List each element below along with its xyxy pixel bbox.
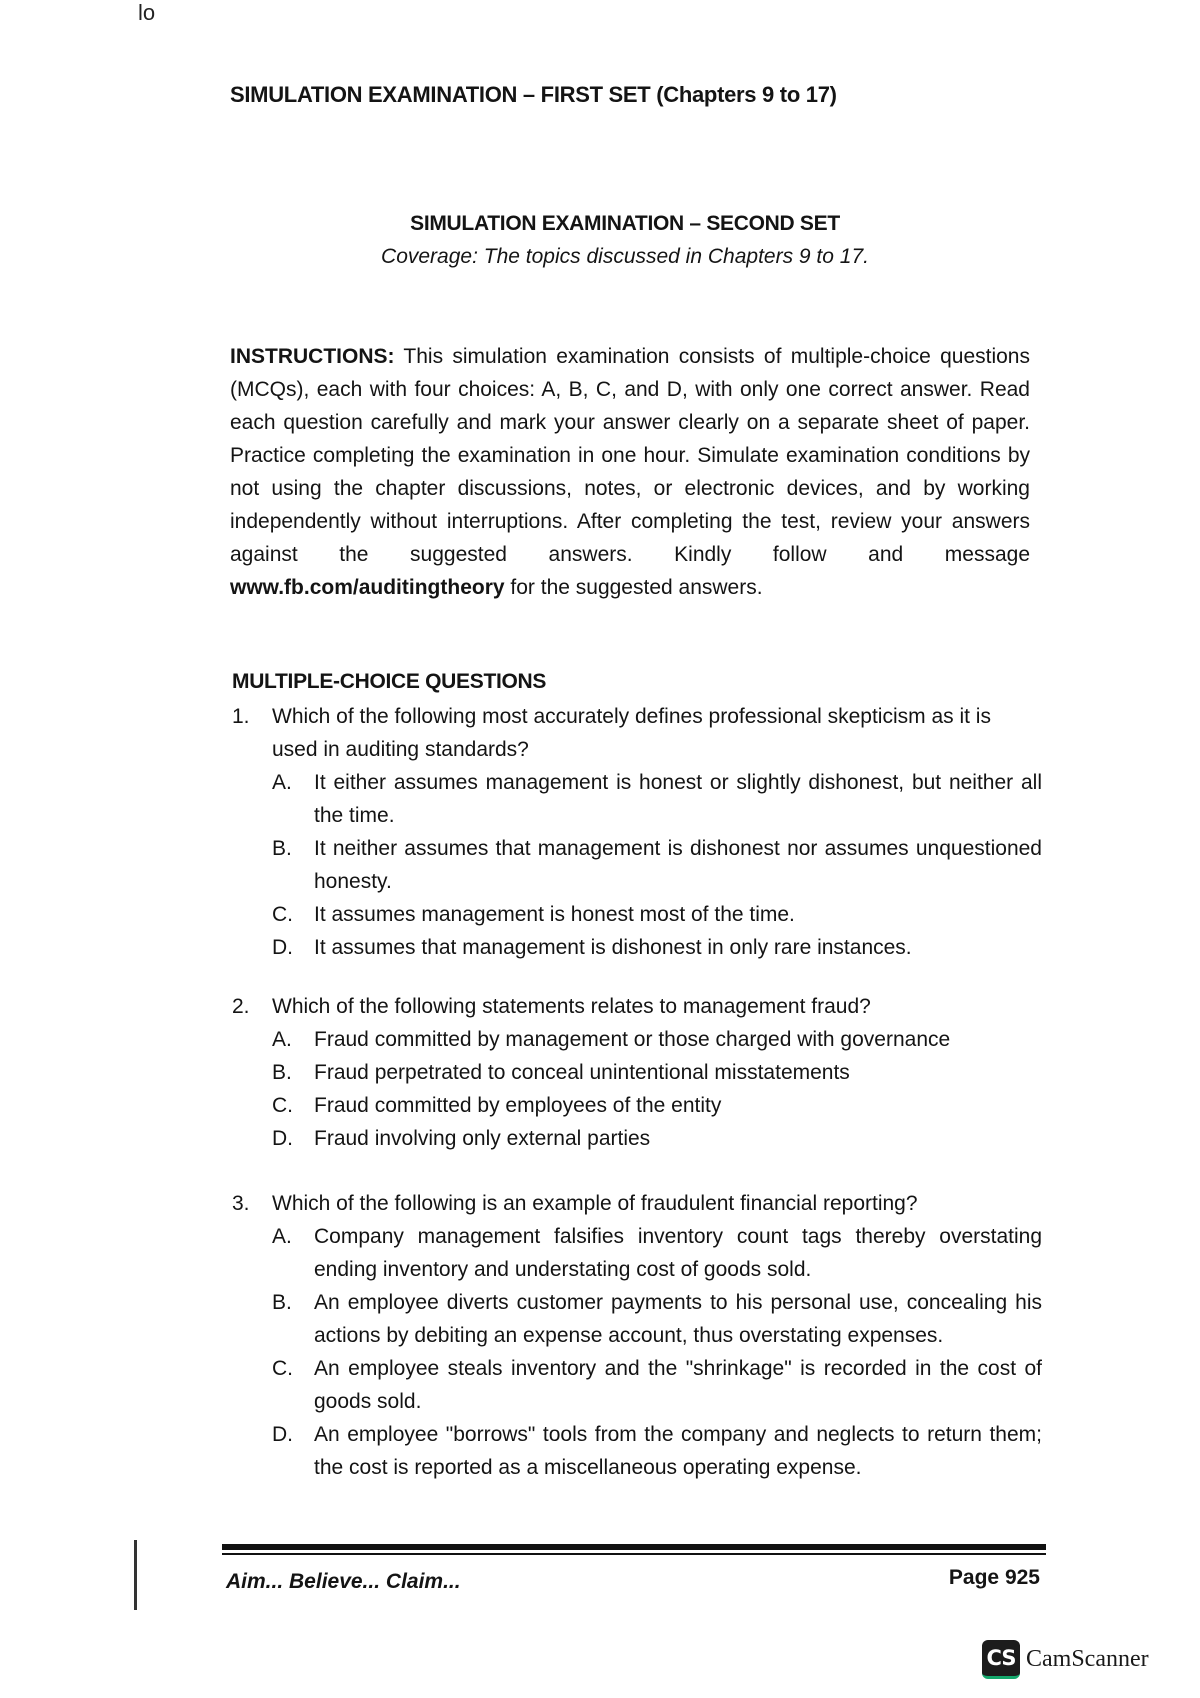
choice-letter: D. <box>272 936 293 959</box>
choice-text: An employee "borrows" tools from the company and neglects to return them; the cost is reported as a miscellaneous operating expense. <box>314 1423 1042 1479</box>
choice-letter: D. <box>272 1127 293 1150</box>
choice-item <box>272 1023 1042 1056</box>
choice-letter: B. <box>272 1061 292 1084</box>
choice-item <box>272 898 1042 931</box>
choice-letter: A. <box>272 771 292 794</box>
choice-text: An employee diverts customer payments to his personal use, concealing his actions by debiting an expense account, thus overstating expenses. <box>314 1291 1042 1347</box>
choice-item <box>272 1220 1042 1286</box>
question-text: Which of the following is an example of fraudulent financial reporting? <box>272 1192 918 1215</box>
camscanner-watermark <box>982 1640 1149 1679</box>
corner-handwritten-mark: lo <box>138 0 156 25</box>
running-header-title: SIMULATION EXAMINATION – FIRST SET (Chapters 9 to 17) <box>230 82 837 107</box>
camscanner-logo-icon: CS <box>982 1640 1020 1679</box>
choice-letter: C. <box>272 1094 293 1117</box>
choice-item <box>272 1056 1042 1089</box>
choice-text: Fraud committed by employees of the entity <box>314 1094 722 1117</box>
question-2 <box>232 990 1042 1155</box>
choice-letter: C. <box>272 1357 293 1380</box>
choice-list <box>272 1220 1042 1484</box>
choice-text: An employee steals inventory and the "shrinkage" is recorded in the cost of goods sold. <box>314 1357 1042 1413</box>
choice-item <box>272 1418 1042 1484</box>
choice-text: Fraud committed by management or those charged with governance <box>314 1028 951 1051</box>
choice-text: It assumes management is honest most of the time. <box>314 903 795 926</box>
choice-item <box>272 1286 1042 1352</box>
choice-text: It neither assumes that management is dishonest nor assumes unquestioned honesty. <box>314 837 1042 893</box>
question-1 <box>232 700 1042 964</box>
choice-text: It assumes that management is dishonest in only rare instances. <box>314 936 912 959</box>
choice-item <box>272 1089 1042 1122</box>
section-title: SIMULATION EXAMINATION – SECOND SET <box>410 212 840 235</box>
page-edge-shadow <box>134 1540 137 1610</box>
choice-letter: B. <box>272 1291 292 1314</box>
choice-text: Fraud perpetrated to conceal unintentional misstatements <box>314 1061 850 1084</box>
facebook-link[interactable]: www.fb.com/auditingtheory <box>230 576 505 599</box>
choice-letter: D. <box>272 1423 293 1446</box>
footer-motto: Aim... Believe... Claim... <box>226 1570 461 1593</box>
choice-item <box>272 1352 1042 1418</box>
choice-list <box>272 1023 1042 1155</box>
question-3 <box>232 1187 1042 1484</box>
coverage-subtitle: Coverage: The topics discussed in Chapters 9 to 17. <box>381 245 869 268</box>
footer-rule <box>222 1544 1046 1550</box>
footer-rule-thin <box>222 1553 1046 1555</box>
question-text: Which of the following most accurately defines professional skepticism as it is used in auditing standards? <box>272 705 991 761</box>
question-text: Which of the following statements relates to management fraud? <box>272 995 871 1018</box>
choice-letter: A. <box>272 1225 292 1248</box>
instructions-tail: for the suggested answers. <box>504 576 763 599</box>
question-number: 3. <box>232 1192 250 1215</box>
instructions-paragraph <box>230 340 1030 604</box>
camscanner-name: CamScanner <box>1026 1646 1149 1672</box>
choice-item <box>272 931 1042 964</box>
choice-item <box>272 832 1042 898</box>
choice-letter: C. <box>272 903 293 926</box>
mcq-heading: MULTIPLE-CHOICE QUESTIONS <box>232 670 547 693</box>
choice-list <box>272 766 1042 964</box>
choice-letter: B. <box>272 837 292 860</box>
instructions-body: This simulation examination consists of multiple-choice questions (MCQs), each with four choices: A, B, C, and D, with only one correct answer. Read each question carefully and mark your answer clearly on a separate sheet of paper. Practice completing the examination in one hour. Simulate examination conditions by not using the chapter discussions, notes, or electronic devices, and by working independently without interruptions. After completing the test, review your answers against the suggested answers. Kindly follow and message <box>230 345 1030 566</box>
page-number: Page 925 <box>948 1566 1040 1589</box>
choice-letter: A. <box>272 1028 292 1051</box>
choice-text: It either assumes management is honest or slightly dishonest, but neither all the time. <box>314 771 1042 827</box>
choice-text: Company management falsifies inventory count tags thereby overstating ending inventory and understating cost of goods sold. <box>314 1225 1042 1281</box>
choice-item <box>272 766 1042 832</box>
question-number: 1. <box>232 705 250 728</box>
instructions-label: INSTRUCTIONS: <box>230 345 395 368</box>
choice-text: Fraud involving only external parties <box>314 1127 651 1150</box>
choice-item <box>272 1122 1042 1155</box>
question-number: 2. <box>232 995 250 1018</box>
